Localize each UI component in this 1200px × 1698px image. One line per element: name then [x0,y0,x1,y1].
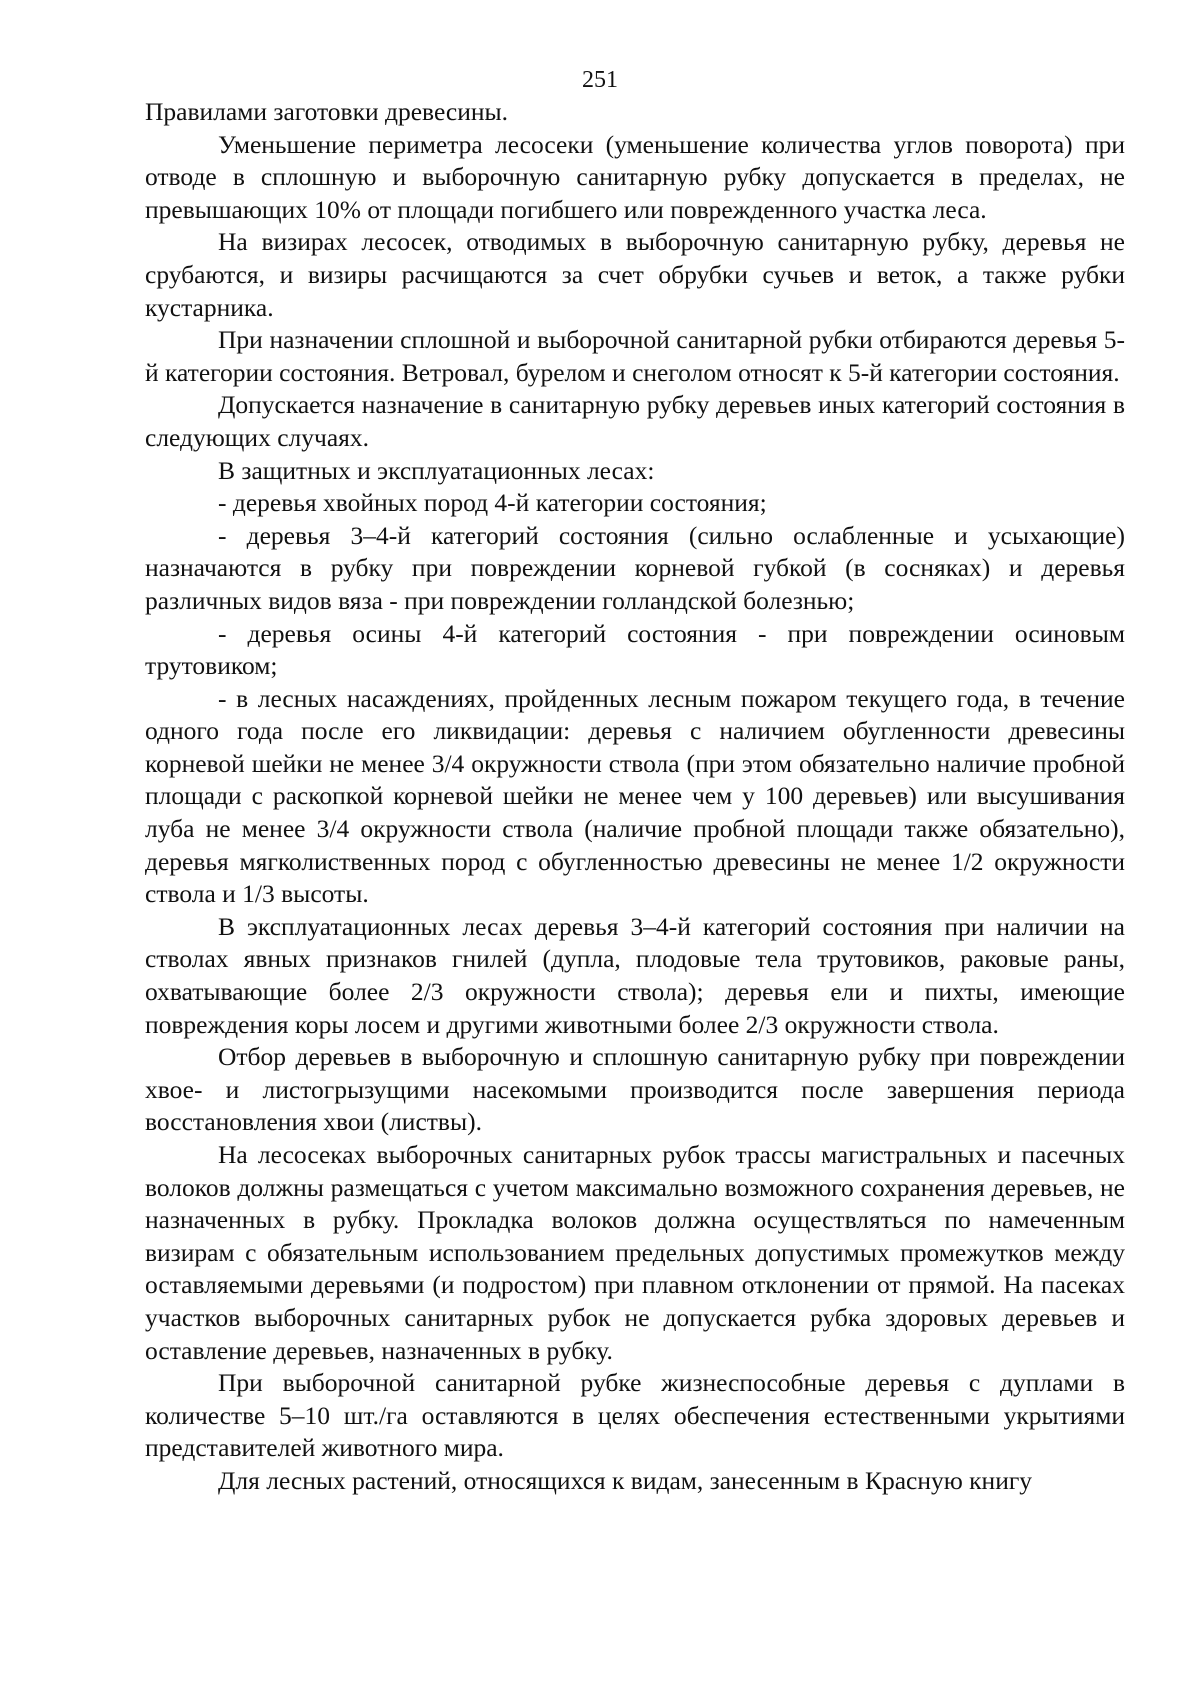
document-body [145,96,1125,1498]
paragraph: Допускается назначение в санитарную рубку деревьев иных категорий состояния в следующих случаях. [145,390,1125,452]
paragraph: На визирах лесосек, отводимых в выборочную санитарную рубку, деревья не срубаются, и визиры расчищаются за счет обрубки сучьев и веток, а также рубки кустарника. [145,227,1125,322]
list-item: - в лесных насаждениях, пройденных лесным пожаром текущего года, в течение одного года после его ликвидации: деревья с наличием обугленности древесины корневой шейки не менее 3/4 окружности ствола (при этом обязательно наличие пробной площади с раскопкой корневой шейки не менее чем у 100 деревьев) или высушивания луба не менее 3/4 окружности ствола (наличие пробной площади также обязательно), деревья мягколиственных пород с обугленностью древесины не менее 1/2 окружности ствола и 1/3 высоты. [145,683,1125,909]
page-number: 251 [582,67,618,93]
paragraph: В защитных и эксплуатационных лесах: [218,455,655,485]
paragraph: Правилами заготовки древесины. [145,97,509,126]
paragraph: На лесосеках выборочных санитарных рубок трассы магистральных и пасечных волоков должны размещаться с учетом максимально возможного сохранения деревьев, не назначенных в рубку. Прокладка волоков должна осуществляться по намеченным визирам с обязательным использованием предельных допустимых промежутков между оставляемыми деревьями (и подростом) при плавном отклонении от прямой. На пасеках участков выборочных санитарных рубок не допускается рубка здоровых деревьев и оставление деревьев, назначенных в рубку. [145,1140,1125,1365]
paragraph: Уменьшение периметра лесосеки (уменьшение количества углов поворота) при отводе в сплошную и выборочную санитарную рубку допускается в пределах, не превышающих 10% от площади погибшего или поврежденного участка леса. [145,129,1125,224]
list-item: - деревья осины 4-й категорий состояния - при повреждении осиновым трутовиком; [145,618,1125,681]
paragraph: При выборочной санитарной рубке жизнеспособные деревья с дуплами в количестве 5–10 шт./га оставляются в целях обеспечения естественными укрытиями представителей животного мира. [145,1368,1125,1463]
paragraph: В эксплуатационных лесах деревья 3–4-й категорий состояния при наличии на стволах явных признаков гнилей (дупла, плодовые тела трутовиков, раковые раны, охватывающие более 2/3 окружности ствола); деревья ели и пихты, имеющие повреждения коры лосем и другими животными более 2/3 окружности ствола. [145,911,1125,1039]
list-item: - деревья хвойных пород 4-й категории состояния; [218,488,767,518]
list-item: - деревья 3–4-й категорий состояния (сильно ослабленные и усыхающие) назначаются в рубку при повреждении корневой губкой (в сосняках) и деревья различных видов вяза - при повреждении голландской болезнью; [145,520,1125,615]
paragraph: Для лесных растений, относящихся к видам, занесенным в Красную книгу [218,1465,1033,1495]
paragraph: При назначении сплошной и выборочной санитарной рубки отбираются деревья 5-й категории состояния. Ветровал, бурелом и снеголом относят к 5-й категории состояния. [145,325,1125,387]
paragraph: Отбор деревьев в выборочную и сплошную санитарную рубку при повреждении хвое- и листогрызущими насекомыми производится после завершения периода восстановления хвои (листвы). [145,1042,1125,1137]
